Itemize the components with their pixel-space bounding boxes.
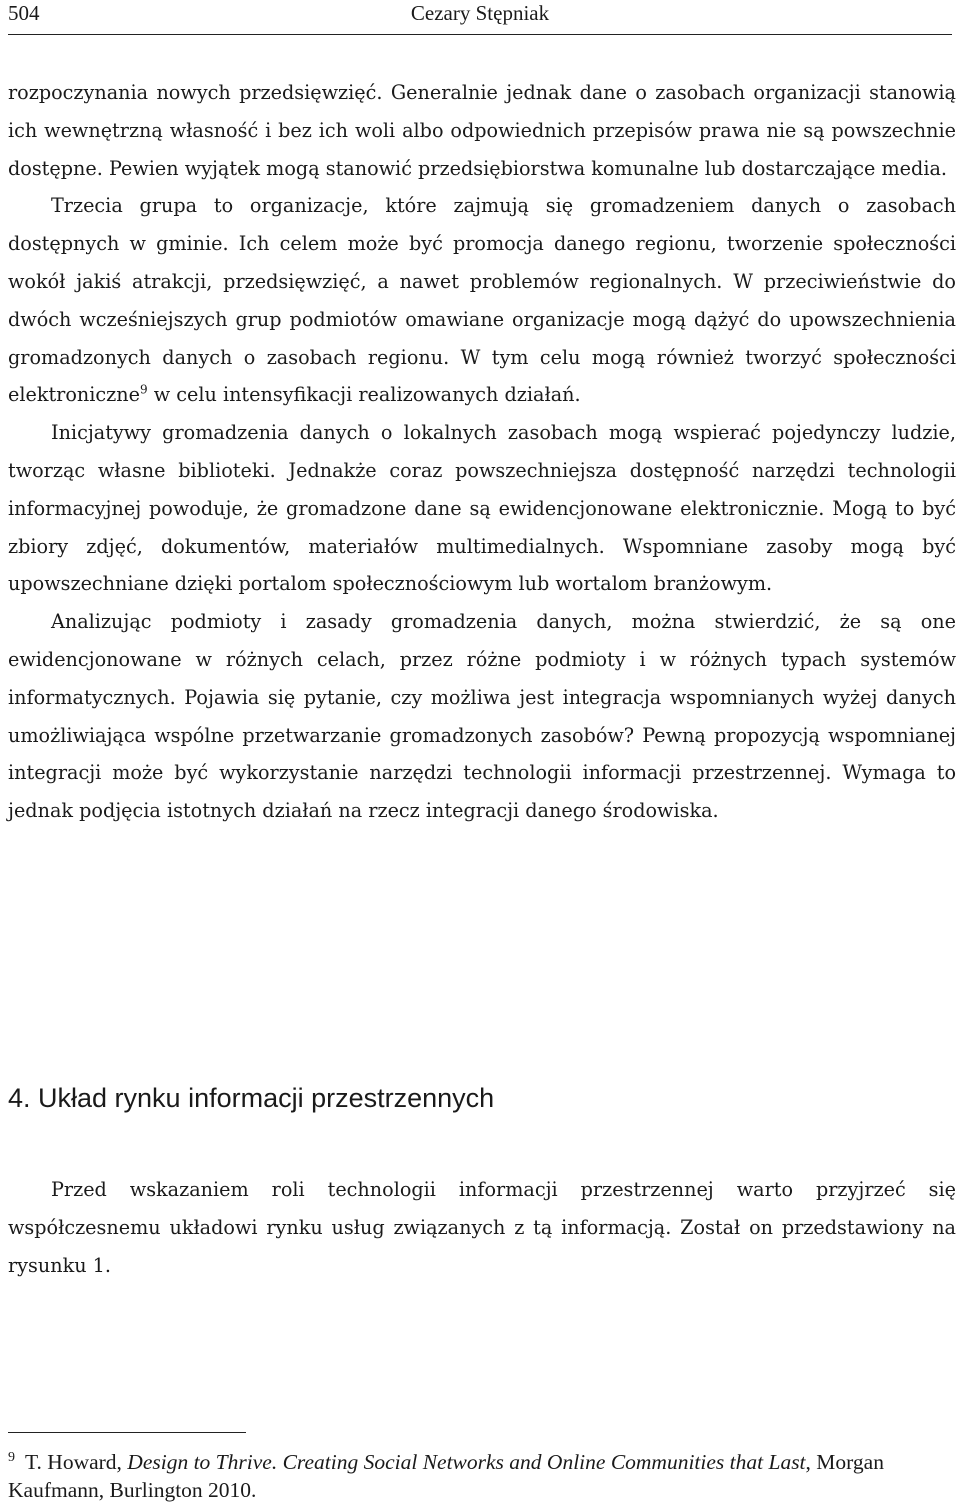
- footnote: [8, 1448, 956, 1504]
- paragraph-2-text: Trzecia grupa to organizacje, które zajmują się gromadzeniem danych o zasobach dostępnych w gminie. Ich celem może być promocja danego regionu, tworzenie społeczności wokół jakiś atrakcji, przedsięwzięć, a nawet problemów regionalnych. W przeciwieństwie do dwóch wcześniejszych grup podmiotów omawiane organizacje mogą dążyć do upowszechnienia gromadzonych danych o zasobach regionu. W tym celu mogą również tworzyć społeczności elektroniczne: [8, 194, 956, 407]
- footnote-title: Design to Thrive. Creating Social Networks and Online Communities that Last: [127, 1450, 806, 1474]
- paragraph-2: [8, 187, 956, 414]
- footnote-publisher: , Morgan Kaufmann, Burlington 2010.: [8, 1450, 884, 1502]
- body-text: [8, 74, 956, 830]
- page-number: 504: [8, 1, 40, 25]
- section-paragraph-1: Przed wskazaniem roli technologii informacji przestrzennej warto przyjrzeć się współczesnemu układowi rynku usług związanych z tą informacją. Został on przedstawiony na rysunku 1.: [8, 1178, 956, 1277]
- paragraph-4: Analizując podmioty i zasady gromadzenia danych, można stwierdzić, że są one ewidencjonowane w różnych celach, przez różne podmioty i w różnych typach systemów informatycznych. Pojawia się pytanie, czy możliwa jest integracja wspomnianych wyżej danych umożliwiająca wspólne przetwarzanie gromadzonych zasobów? Pewną propozycją wspomnianej integracji może być wykorzystanie narzędzi technologii informacji przestrzennej. Wymaga to jednak podjęcia istotnych działań na rzecz integracji danego środowiska.: [8, 610, 956, 823]
- footnote-divider: [8, 1432, 246, 1433]
- running-header: [8, 0, 952, 35]
- paragraph-2-text-end: w celu intensyfikacji realizowanych działań.: [147, 383, 581, 407]
- section-heading: 4. Układ rynku informacji przestrzennych: [8, 1083, 495, 1113]
- footnote-reference[interactable]: 9: [139, 382, 148, 397]
- footnote-author: T. Howard,: [25, 1450, 128, 1474]
- footnote-number: 9: [8, 1449, 15, 1465]
- paragraph-1: rozpoczynania nowych przedsięwzięć. Generalnie jednak dane o zasobach organizacji stanowią ich wewnętrzną własność i bez ich woli albo odpowiednich przepisów prawa nie są powszechnie dostępne. Pewien wyjątek mogą stanowić przedsiębiorstwa komunalne lub dostarczające media.: [8, 81, 956, 180]
- paragraph-3: Inicjatywy gromadzenia danych o lokalnych zasobach mogą wspierać pojedynczy ludzie, tworząc własne biblioteki. Jednakże coraz powszechniejsza dostępność narzędzi technologii informacyjnej powoduje, że gromadzone dane są ewidencjonowane elektronicznie. Mogą to być zbiory zdjęć, dokumentów, materiałów multimedialnych. Wspomniane zasoby mogą być upowszechniane dzięki portalom społecznościowym lub wortalom branżowym.: [8, 421, 956, 596]
- section-text: [8, 1171, 956, 1284]
- running-header-author: Cezary Stępniak: [410, 1, 550, 25]
